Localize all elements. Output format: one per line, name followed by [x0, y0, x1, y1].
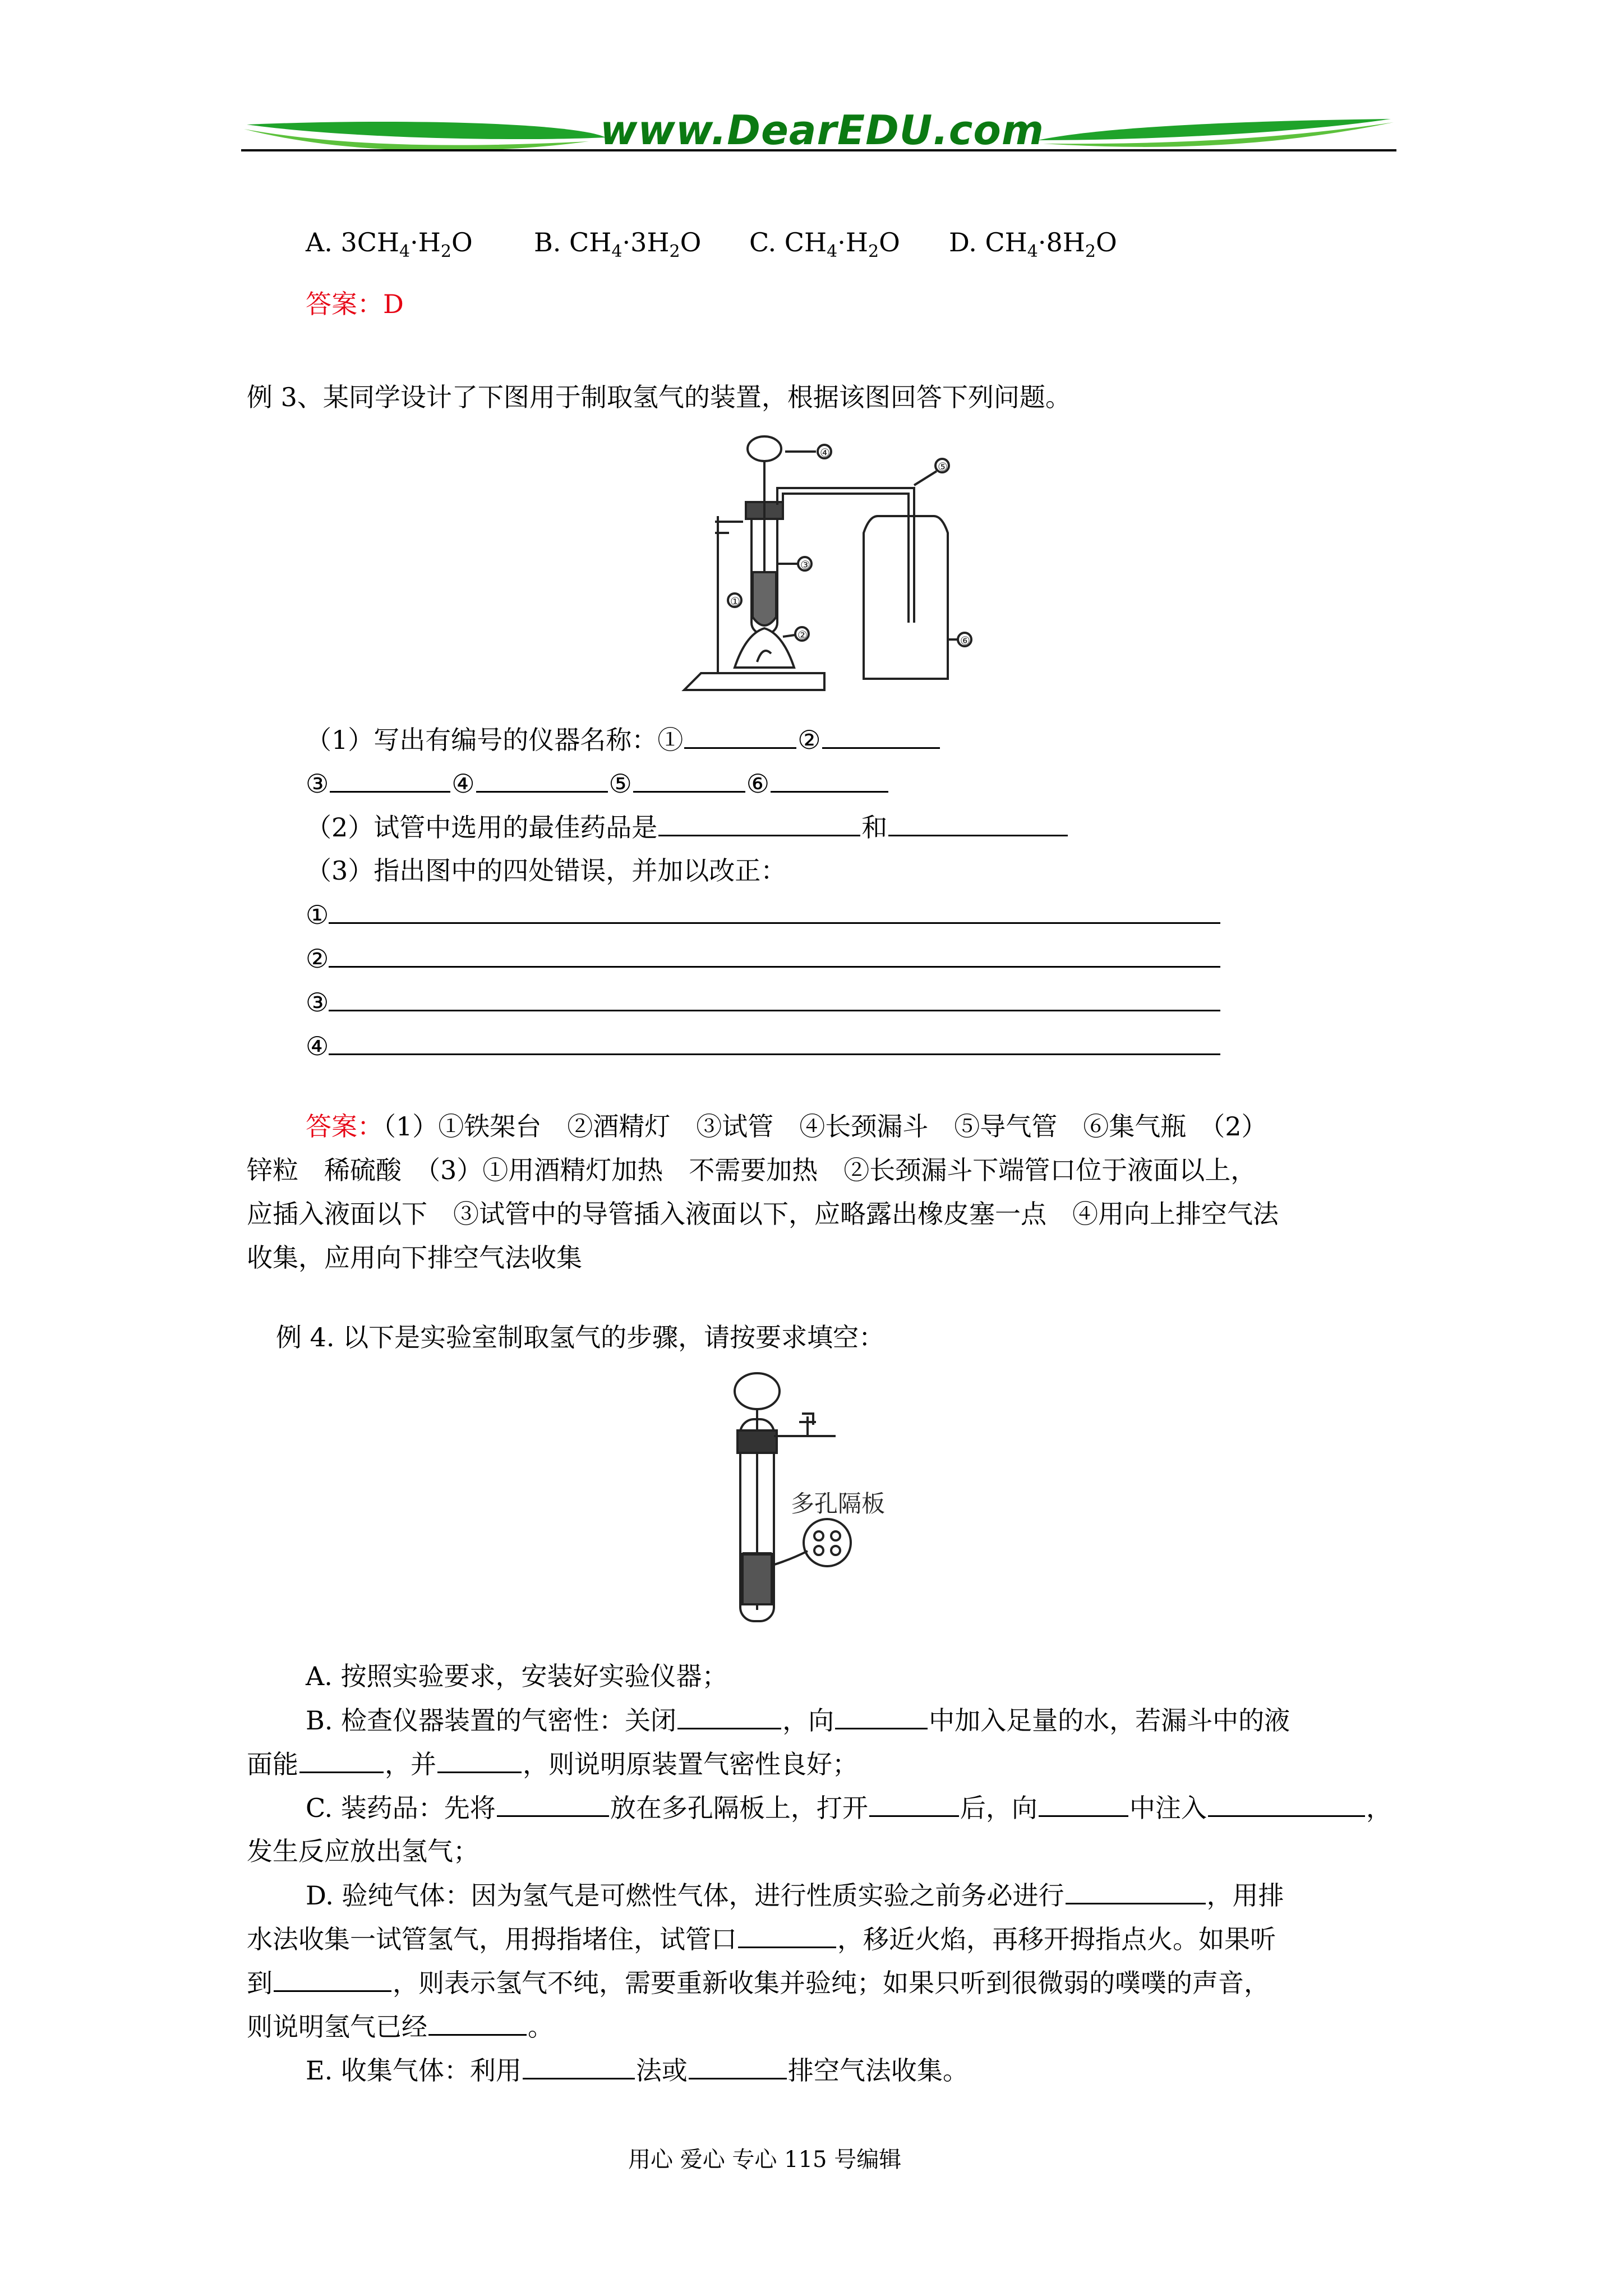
blank[interactable]: [888, 810, 1068, 836]
ex3-answer-line-1: 答案：（1）①铁架台 ②酒精灯 ③试管 ④长颈漏斗 ⑤导气管 ⑥集气瓶 （2）: [306, 1111, 1267, 1142]
fig-label-3: ③: [800, 558, 810, 572]
blank[interactable]: [523, 2053, 635, 2079]
kipps-tube-figure: [723, 1369, 948, 1638]
blank[interactable]: [330, 766, 450, 793]
ex4-step-d-line1: D. 验纯气体：因为氢气是可燃性气体，进行性质实验之前务必进行 ，用排: [306, 1878, 1284, 1912]
blank[interactable]: [822, 723, 940, 749]
answer-rule[interactable]: [329, 985, 1220, 1011]
ex4-title: 例 4. 以下是实验室制取氢气的步骤，请按要求填空：: [276, 1322, 885, 1352]
fig-label-6: ⑥: [960, 634, 970, 647]
blank[interactable]: [738, 1922, 836, 1948]
blank[interactable]: [677, 1703, 781, 1729]
blank[interactable]: [835, 1703, 928, 1729]
blank[interactable]: [1066, 1878, 1206, 1904]
answer-rule[interactable]: [329, 941, 1220, 968]
blank[interactable]: [1039, 1791, 1128, 1817]
ex3-q3-line-3: ③: [306, 985, 1220, 1019]
ex4-step-b-line2: 面能 ，并 ，则说明原装置气密性良好；: [247, 1747, 858, 1781]
header-banner: [241, 107, 1396, 168]
hydrogen-apparatus-figure: [679, 432, 993, 701]
ex3-title: 例 3、某同学设计了下图用于制取氢气的装置，根据该图回答下列问题。: [247, 382, 1071, 412]
option-d: D. $CH_4\cdot 8H_2O$: [949, 227, 1117, 262]
ex4-step-b-line1: B. 检查仪器装置的气密性：关闭 ，向 中加入足量的水，若漏斗中的液: [306, 1703, 1290, 1737]
ex3-q1-line2: ③ ④ ⑤ ⑥: [306, 766, 889, 800]
options-line: [306, 226, 473, 269]
blank[interactable]: [689, 2053, 787, 2079]
ex4-step-a: A. 按照实验要求，安装好实验仪器；: [306, 1661, 728, 1691]
blank[interactable]: [299, 1747, 384, 1773]
blank[interactable]: [633, 766, 745, 793]
fig-label-5: ⑤: [938, 460, 948, 473]
ex3-answer-line-3: 应插入液面以下 ③试管中的导管插入液面以下，应略露出橡皮塞一点 ④用向上排空气法: [247, 1199, 1279, 1229]
ex4-step-d-line2: 水法收集一试管氢气，用拇指堵住，试管口 ，移近火焰，再移开拇指点火。如果听: [247, 1922, 1276, 1956]
site-logo-text: www.DearEDU.com: [600, 107, 1044, 154]
ex4-step-e: E. 收集气体：利用 法或 排空气法收集。: [306, 2053, 969, 2087]
blank[interactable]: [1208, 1791, 1365, 1817]
option-b: B. $CH_4\cdot 3H_2O$: [534, 227, 702, 262]
page-footer: 用心 爱心 专心 115 号编辑: [628, 2147, 902, 2173]
ex4-step-c-line2: 发生反应放出氢气；: [247, 1836, 479, 1866]
ex3-q1-line1: （1）写出有编号的仪器名称：① ②: [306, 723, 941, 757]
option-c: C. $CH_4\cdot H_2O$: [749, 227, 900, 262]
blank[interactable]: [684, 723, 796, 749]
ex3-q3-line-4: ④: [306, 1029, 1220, 1063]
header-rule: [241, 149, 1396, 151]
ex3-q3-line-1: ①: [306, 898, 1220, 932]
ex4-step-c-line1: C. 装药品：先将 放在多孔隔板上，打开 后，向 中注入 ，: [306, 1791, 1392, 1825]
blank[interactable]: [476, 766, 608, 793]
fig-label-4: ④: [820, 446, 830, 459]
blank[interactable]: [274, 1966, 391, 1992]
blank[interactable]: [658, 810, 860, 836]
answer-rule[interactable]: [329, 898, 1220, 924]
ex4-step-d-line4: 则说明氢气已经 。: [247, 2009, 554, 2044]
answer-rule[interactable]: [329, 1029, 1220, 1055]
fig-label-2: ②: [797, 628, 808, 642]
ex3-answer-line-2: 锌粒 稀硫酸 （3）①用酒精灯加热 不需要加热 ②长颈漏斗下端管口位于液面以上，: [247, 1155, 1257, 1185]
blank[interactable]: [497, 1791, 609, 1817]
answer-1: 答案：D: [306, 289, 404, 319]
ex3-q3: （3）指出图中的四处错误，并加以改正：: [306, 855, 787, 886]
ex3-answer-line-4: 收集，应用向下排空气法收集: [247, 1243, 582, 1273]
blank[interactable]: [428, 2009, 527, 2036]
blank[interactable]: [771, 766, 888, 793]
ex3-q2: （2）试管中选用的最佳药品是 和: [306, 810, 1069, 844]
porous-plate-label: 多孔隔板: [791, 1490, 886, 1517]
blank[interactable]: [869, 1791, 959, 1817]
option-a: A. $3CH_4\cdot H_2O$: [306, 227, 473, 262]
blank[interactable]: [437, 1747, 522, 1773]
ex4-step-d-line3: 到 ，则表示氢气不纯，需要重新收集并验纯；如果只听到很微弱的噗噗的声音，: [247, 1966, 1270, 2000]
ex3-q3-line-2: ②: [306, 941, 1220, 976]
fig-label-1: ①: [730, 595, 740, 608]
